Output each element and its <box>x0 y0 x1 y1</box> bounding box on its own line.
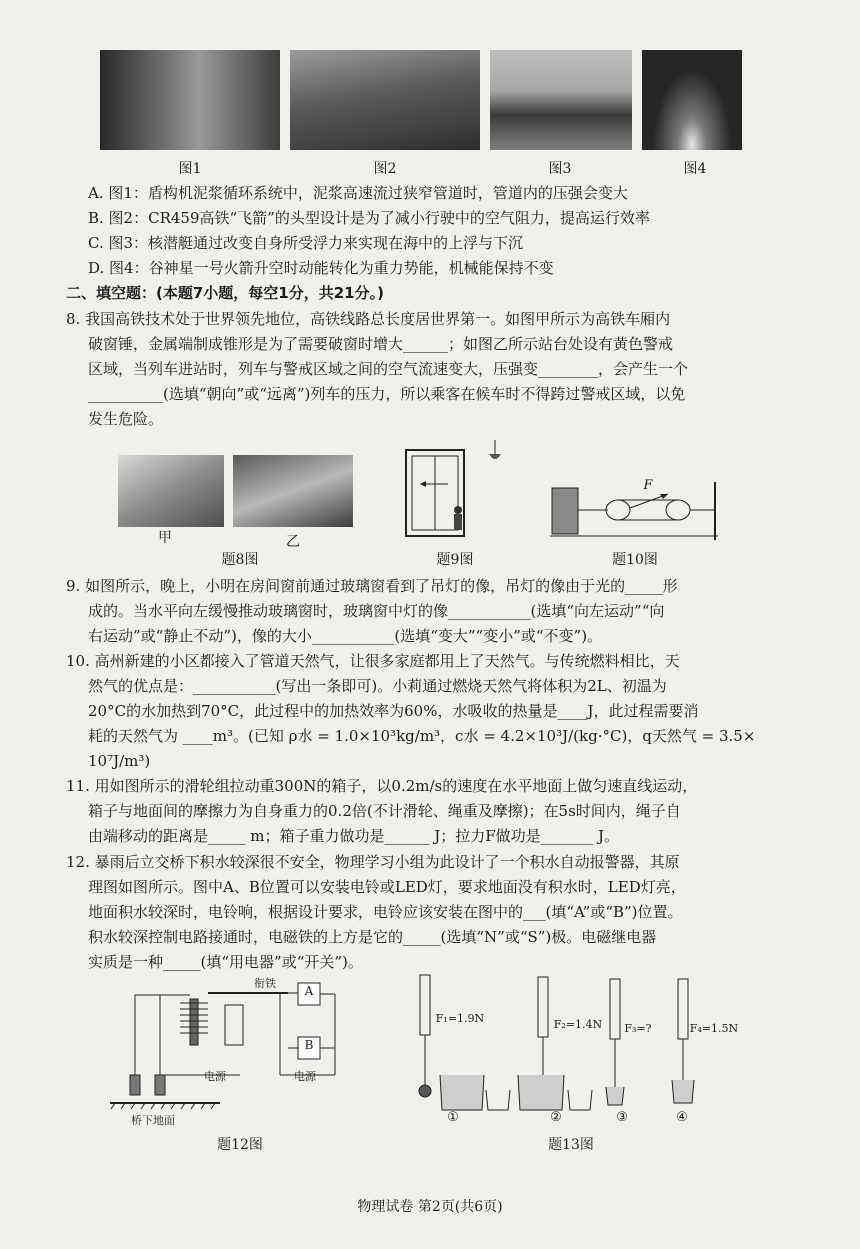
section-title: 二、填空题：(本题7小题，每空1分，共21分。) <box>66 284 384 302</box>
q11-line-2: 箱子与地面间的摩擦力为自身重力的0.2倍(不计滑轮、绳重及摩擦)；在5s时间内，绳子自 <box>88 802 681 820</box>
q12-line-4: 积水较深控制电路接通时，电磁铁的上方是它的_____(选填“N”或“S”)极。电磁继电器 <box>88 928 657 946</box>
q10-line-5: 10⁷J/m³) <box>88 752 151 770</box>
q12-line-2: 理图如图所示。图中A、B位置可以安装电铃或LED灯，要求地面没有积水时，LED灯亮， <box>88 878 686 896</box>
figure10-pulley-diagram <box>550 480 720 542</box>
q10-line-3: 20°C的水加热到70°C，此过程中的加热效率为60%，水吸收的热量是____J，此过程需要消 <box>88 702 699 720</box>
q8-line-2: 破窗锤，金属端制成锥形是为了需要破窗时增大______；如图乙所示站台处设有黄色警戒 <box>88 335 674 353</box>
q9-line-1: 9. 如图所示，晚上，小明在房间窗前通过玻璃窗看到了吊灯的像，吊灯的像由于光的_____形 <box>66 577 678 595</box>
figure13-f3-label: F₃=? <box>624 1022 652 1035</box>
q9-line-3: 右运动”或“静止不动”)，像的大小___________(选填“变大”“变小”或“不变”)。 <box>88 627 603 645</box>
figure8-caption: 题8图 <box>221 552 259 568</box>
q9-line-2: 成的。当水平向左缓慢推动玻璃窗时，玻璃窗中灯的像___________(选填“向左运动”“向 <box>88 602 665 620</box>
q11-line-3: 由端移动的距离是_____ m；箱子重力做功是______ J；拉力F做功是_______ J。 <box>88 827 619 845</box>
figure13-f4-label: F₄=1.5N <box>689 1022 739 1035</box>
q8-line-3: 区域，当列车进站时，列车与警戒区域之间的空气流速变大，压强变________，会产生一个 <box>88 360 689 378</box>
figure10-force-label: F <box>643 478 653 493</box>
figure1-caption: 图1 <box>178 161 202 177</box>
figure13-num-4: ④ <box>676 1110 688 1125</box>
q11-line-1: 11. 用如图所示的滑轮组拉动重300N的箱子，以0.2m/s的速度在水平地面上做匀速直线运动， <box>66 777 698 795</box>
figure3-caption: 图3 <box>548 161 572 177</box>
q12-line-5: 实质是一种_____(填“用电器”或“开关”)。 <box>88 953 363 971</box>
figure8-yi-photo <box>233 455 353 527</box>
figure13-f1-label: F₁=1.9N <box>435 1012 485 1025</box>
q7-option-d: D. 图4：谷神星一号火箭升空时动能转化为重力势能，机械能保持不变 <box>88 259 554 277</box>
figure2-caption: 图2 <box>373 161 397 177</box>
q10-line-4: 耗的天然气为 ____m³。(已知 ρ水 = 1.0×10³kg/m³，c水 = 4.2×10³J/(kg·°C)，q天然气 = 3.5× <box>88 727 756 745</box>
figure12-power-label-2: 电源 <box>294 1070 316 1083</box>
q10-line-2: 然气的优点是：___________(写出一条即可)。小莉通过燃烧天然气将体积为2L、初温为 <box>88 677 667 695</box>
q8-line-1: 8. 我国高铁技术处于世界领先地位，高铁线路总长度居世界第一。如图甲所示为高铁车厢内 <box>66 310 671 328</box>
q12-line-1: 12. 暴雨后立交桥下积水较深很不安全，物理学习小组为此设计了一个积水自动报警器，其原 <box>66 853 680 871</box>
figure13-num-3: ③ <box>616 1110 628 1125</box>
figure4-photo <box>642 50 742 150</box>
figure12-power-label-1: 电源 <box>204 1070 226 1083</box>
q7-option-b: B. 图2：CR459高铁“飞箭”的头型设计是为了减小行驶中的空气阻力，提高运行效率 <box>88 209 650 227</box>
q7-option-a: A. 图1：盾构机泥浆循环系统中，泥浆高速流过狭窄管道时，管道内的压强会变大 <box>88 184 628 202</box>
q7-option-c: C. 图3：核潜艇通过改变自身所受浮力来实现在海中的上浮与下沉 <box>88 234 524 252</box>
figure13-caption: 题13图 <box>548 1137 594 1153</box>
q10-line-1: 10. 高州新建的小区都接入了管道天然气，让很多家庭都用上了天然气。与传统燃料相比，天 <box>66 652 680 670</box>
figure2-photo <box>290 50 480 150</box>
q8-line-4: __________(选填“朝向”或“远离”)列车的压力，所以乘客在候车时不得跨过警戒区域，以免 <box>88 385 686 403</box>
figure9-window-diagram <box>400 440 510 540</box>
page-footer: 物理试卷 第2页(共6页) <box>357 1199 503 1215</box>
figure13-f2-label: F₂=1.4N <box>553 1018 603 1031</box>
figure8-jia-label: 甲 <box>158 530 172 546</box>
q8-line-5: 发生危险。 <box>88 410 164 428</box>
figure12-caption: 题12图 <box>217 1137 263 1153</box>
figure9-caption: 题9图 <box>436 552 474 568</box>
figure1-photo <box>100 50 280 150</box>
q12-line-3: 地面积水较深时，电铃响，根据设计要求，电铃应该安装在图中的___(填“A”或“B”)位置。 <box>88 903 683 921</box>
figure13-num-1: ① <box>447 1110 459 1125</box>
figure10-caption: 题10图 <box>612 552 658 568</box>
figure3-photo <box>490 50 632 150</box>
figure12-armature-label: 衔铁 <box>254 977 276 990</box>
figure4-caption: 图4 <box>683 161 707 177</box>
figure13-num-2: ② <box>550 1110 562 1125</box>
figure12-label-b: B <box>304 1038 314 1052</box>
figure12-label-a: A <box>304 984 314 998</box>
figure13-experiment-diagram <box>410 965 720 1125</box>
figure12-ground-label: 桥下地面 <box>131 1114 175 1127</box>
figure8-yi-label: 乙 <box>286 534 300 550</box>
figure8-jia-photo <box>118 455 224 527</box>
